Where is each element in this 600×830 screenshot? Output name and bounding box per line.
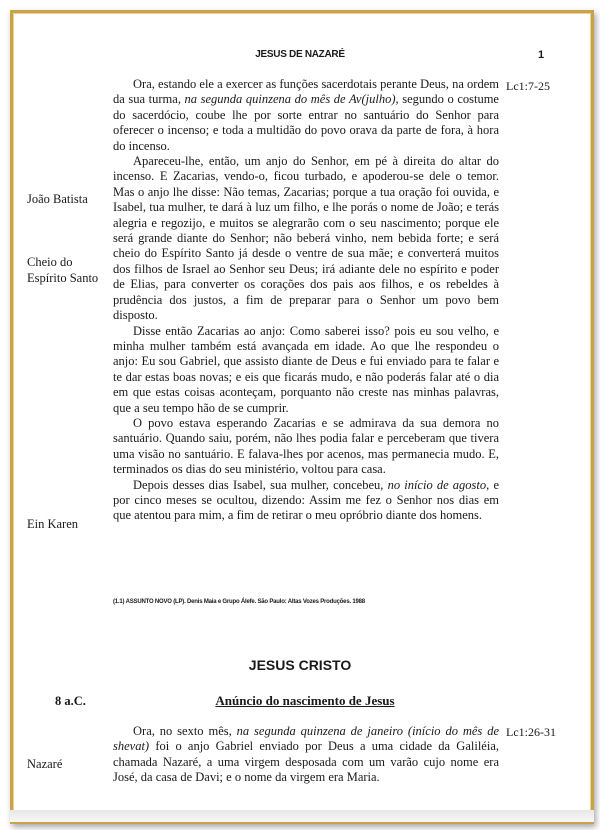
margin-note-cheio-do: Cheio do (27, 255, 73, 269)
scripture-reference-1: Lc1:7-25 (506, 79, 550, 93)
section-title: JESUS CRISTO (248, 657, 352, 673)
paragraph-4: O povo estava esperando Zacarias e se admirava da sua demora no santuário. Quando saiu, porém, não lhes podia falar e perceberam que tivera uma visão no santuário. E falava-lhes por acenos, mas permanecia mudo. E, terminados os dias do seu ministério, voltou para casa. (113, 415, 499, 477)
page-number: 1 (538, 49, 545, 61)
running-header-title: JESUS DE NAZARÉ (255, 49, 345, 60)
year-label: 8 a.C. (55, 694, 86, 708)
paragraph-5: Depois desses dias Isabel, sua mulher, concebeu, no início de agosto, e por cinco meses se ocultou, dizendo: Assim me fez o Senhor nos dias em que atentou para mim, a fim de retirar o meu opróbrio diante dos homens. (113, 477, 499, 523)
subsection-title: Anúncio do nascimento de Jesus (215, 693, 395, 708)
section2-body (113, 724, 499, 786)
margin-note-ein-karen: Ein Karen (27, 517, 79, 531)
footnote: (1.1) ASSUNTO NOVO (LP). Denis Maia e Grupo Álefe. São Paulo: Altas Vozes Produções. 1988 (113, 599, 365, 605)
margin-note-nazare: Nazaré (27, 757, 63, 771)
margin-note-joao-batista: João Batista (27, 192, 88, 206)
paragraph-2: Apareceu-lhe, então, um anjo do Senhor, em pé à direita do altar do incenso. E Zacarias, vendo-o, ficou turbado, e apoderou-se dele o temor. Mas o anjo lhe disse: Não temas, Zacarias; porque a tua oração foi ouvida, e Isabel, tua mulher, te dará à luz um filho, e lhe porás o nome de João; e terás alegria e regozijo, e muitos se alegrarão com o seu nascimento; porque ele será grande diante do Senhor; não beberá vinho, nem bebida forte; e será cheio do Espírito Santo já desde o ventre de sua mãe; e converterá muitos dos filhos de Israel ao Senhor seu Deus; irá adiante dele no espírito e poder de Elias, para converter os corações dos pais aos filhos, e os rebeldes à prudência dos justos, a fim de preparar para o Senhor um povo bem disposto. (113, 154, 499, 323)
page-shadow (10, 810, 594, 822)
paragraph-1: Ora, estando ele a exercer as funções sacerdotais perante Deus, na ordem da sua turma, na segunda quinzena do mês de Av(julho), segundo o costume do sacerdócio, coube lhe por sorte entrar no santuário do Senhor para oferecer o incenso; e toda a multidão do povo orava da parte de fora, à hora do incenso. (113, 77, 499, 153)
section1-body (113, 77, 499, 524)
paragraph-3: Disse então Zacarias ao anjo: Como saberei isso? pois eu sou velho, e minha mulher também está avançada em idade. Ao que lhe respondeu o anjo: Eu sou Gabriel, que assisto diante de Deus e fui enviado para te falar e te dar estas boas novas; e eis que ficarás mudo, e não poderás falar até o dia em que estas coisas aconteçam, porquanto não creste nas minhas palavras, que a seu tempo hão de se cumprir. (113, 323, 499, 415)
margin-note-espirito-santo: Espírito Santo (27, 271, 99, 285)
scripture-reference-2: Lc1:26-31 (506, 725, 556, 739)
section2-paragraph-1: Ora, no sexto mês, na segunda quinzena de janeiro (início do mês de shevat) foi o anjo Gabriel enviado por Deus a uma cidade da Galiléia, chamada Nazaré, a uma virgem desposada com um varão cujo nome era José, da casa de Davi; e o nome da virgem era Maria. (113, 724, 499, 785)
